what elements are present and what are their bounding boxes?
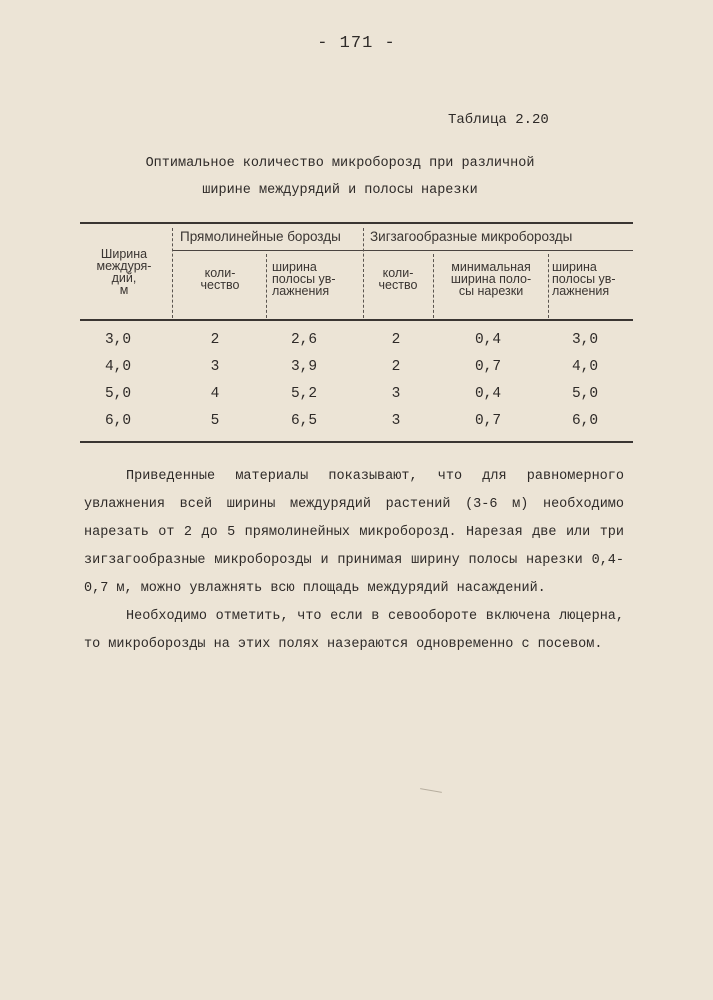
subheader-moist-width-zigzag: ширина полосы ув- лажнения [552, 260, 616, 298]
table-cell: 5,0 [571, 386, 599, 402]
table-cell: 2,6 [290, 332, 318, 348]
table-cell: 0,7 [474, 413, 502, 429]
caption-line-2: ширине междурядий и полосы нарезки [202, 183, 478, 198]
table-cell: 2 [391, 359, 401, 375]
group-header-zigzag: Зигзагообразные микроборозды [370, 229, 573, 244]
table-cell: 5,0 [104, 386, 132, 402]
table-cell: 3,0 [571, 332, 599, 348]
table-cell: 5,2 [290, 386, 318, 402]
table-cell: 0,7 [474, 359, 502, 375]
paragraph: Приведенные материалы показывают, что для равномерного увлажнения всей ширины междурядий растений (3-6 м) необходимо нарезать от 2 до 5 прямолинейных микроборозд. Нарезая две или три зигзагообразные микроборозды и принимая ширину полосы нарезки 0,4-0,7 м, можно увлажнять всю площадь междурядий насаждений. [84, 469, 624, 596]
table-cell: 5 [210, 413, 220, 429]
header-bottom-rule [80, 319, 633, 321]
table-cell: 3,0 [104, 332, 132, 348]
table-cell: 6,0 [571, 413, 599, 429]
table-cell: 3,9 [290, 359, 318, 375]
page-number: - 171 - [317, 34, 396, 53]
table-cell: 4,0 [571, 359, 599, 375]
subheader-moist-width-straight: ширина полосы ув- лажнения [272, 260, 336, 298]
table-cell: 6,0 [104, 413, 132, 429]
group-header-rule [172, 250, 633, 251]
table-caption [80, 150, 600, 204]
column-separator [548, 254, 549, 318]
column-separator [363, 228, 364, 318]
paragraph: Необходимо отметить, что если в севообороте включена люцерна, то микроборозды на этих полях назераются одновременно с посевом. [84, 609, 624, 652]
table-bottom-rule [80, 441, 633, 443]
table-label: Таблица 2.20 [448, 112, 549, 128]
body-text [84, 463, 624, 659]
subheader-count-zigzag: коли- чество [378, 266, 418, 292]
table-cell: 3 [391, 413, 401, 429]
table-top-rule [80, 222, 633, 224]
paper-mark [420, 788, 442, 793]
table-cell: 3 [391, 386, 401, 402]
table-cell: 2 [391, 332, 401, 348]
subheader-count-straight: коли- чество [200, 266, 240, 292]
table-cell: 4,0 [104, 359, 132, 375]
subheader-min-cut-width: минимальная ширина поло- сы нарезки [450, 260, 532, 298]
table-cell: 3 [210, 359, 220, 375]
table-cell: 2 [210, 332, 220, 348]
table-cell: 4 [210, 386, 220, 402]
column-separator [433, 254, 434, 318]
group-header-straight: Прямолинейные борозды [180, 229, 341, 244]
table-cell: 0,4 [474, 332, 502, 348]
table-cell: 0,4 [474, 386, 502, 402]
column-separator [172, 228, 173, 318]
column-header-width: Ширина междуря- дий, м [96, 247, 152, 297]
column-separator [266, 254, 267, 318]
caption-line-1: Оптимальное количество микроборозд при различной [145, 156, 535, 171]
table-cell: 6,5 [290, 413, 318, 429]
